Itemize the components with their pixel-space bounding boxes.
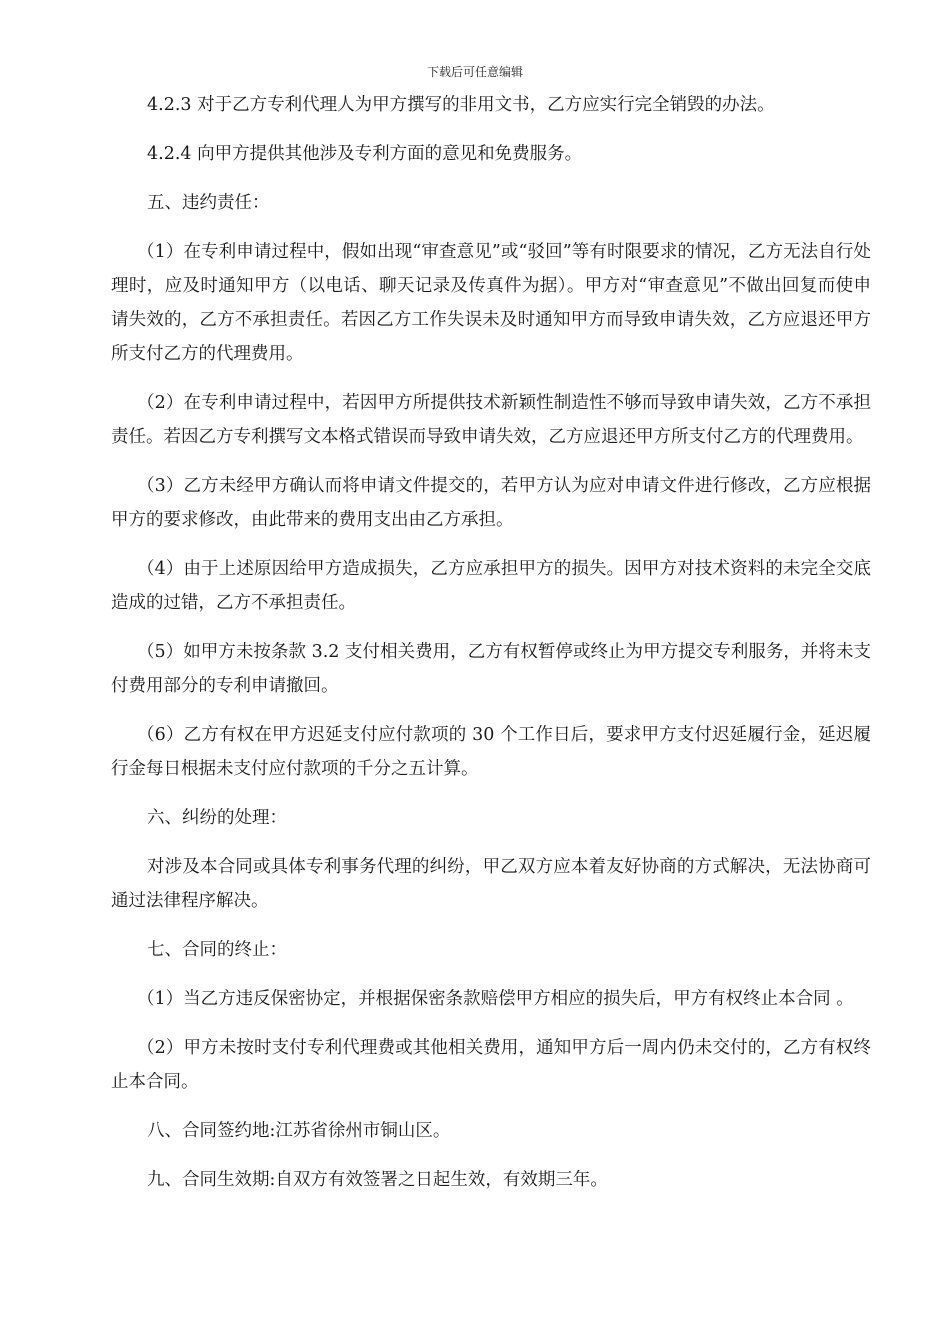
- section-7-item-1: （1）当乙方违反保密协定，并根据保密条款赔偿甲方相应的损失后，甲方有权终止本合同 。: [137, 989, 854, 1009]
- section-9-effective-period: 九、合同生效期:自双方有效签署之日起生效，有效期三年。: [147, 1170, 608, 1190]
- section-6-body: 对涉及本合同或具体专利事务代理的纠纷，甲乙双方应本着友好协商的方式解决，无法协商可通过法律程序解决。: [111, 857, 871, 911]
- section-5-item-5: （5）如甲方未按条款 3.2 支付相关费用，乙方有权暂停或终止为甲方提交专利服务，并将未支付费用部分的专利申请撤回。: [111, 642, 871, 696]
- section-5-item-6: （6）乙方有权在甲方迟延支付应付款项的 30 个工作日后，要求甲方支付迟延履行金，延迟履行金每日根据未支付应付款项的千分之五计算。: [111, 725, 871, 779]
- section-8-signing-place: 八、合同签约地:江苏省徐州市铜山区。: [147, 1121, 451, 1141]
- section-5-heading: 五、违约责任：: [147, 193, 270, 213]
- clause-4-2-4: 4.2.4 向甲方提供其他涉及专利方面的意见和免费服务。: [147, 144, 583, 164]
- section-5-item-2: （2）在专利申请过程中，若因甲方所提供技术新颖性制造性不够而导致申请失效，乙方不承担责任。若因乙方专利撰写文本格式错误而导致申请失效，乙方应退还甲方所支付乙方的代理费用。: [111, 393, 871, 447]
- section-6-heading: 六、纠纷的处理：: [147, 808, 287, 828]
- section-5-item-4: （4）由于上述原因给甲方造成损失，乙方应承担甲方的损失。因甲方对技术资料的未完全交底造成的过错，乙方不承担责任。: [111, 559, 871, 613]
- section-5-item-3: （3）乙方未经甲方确认而将申请文件提交的，若甲方认为应对申请文件进行修改，乙方应根据甲方的要求修改，由此带来的费用支出由乙方承担。: [111, 476, 871, 530]
- section-7-heading: 七、合同的终止：: [147, 940, 287, 960]
- clause-4-2-3: 4.2.3 对于乙方专利代理人为甲方撰写的非用文书，乙方应实行完全销毁的办法。: [147, 95, 775, 115]
- document-body: [111, 88, 871, 1212]
- section-7-item-2: （2）甲方未按时支付专利代理费或其他相关费用，通知甲方后一周内仍未交付的，乙方有权终止本合同。: [111, 1038, 871, 1092]
- header-note: 下载后可任意编辑: [426, 65, 523, 79]
- section-5-item-1: （1）在专利申请过程中，假如出现“审查意见”或“驳回”等有时限要求的情况，乙方无法自行处理时，应及时通知甲方（以电话、聊天记录及传真件为据）。甲方对“审查意见”不做出回复而使申请失效的，乙方不承担责任。若因乙方工作失误未及时通知甲方而导致申请失效，乙方应退还甲方所支付乙方的代理费用。: [111, 242, 871, 364]
